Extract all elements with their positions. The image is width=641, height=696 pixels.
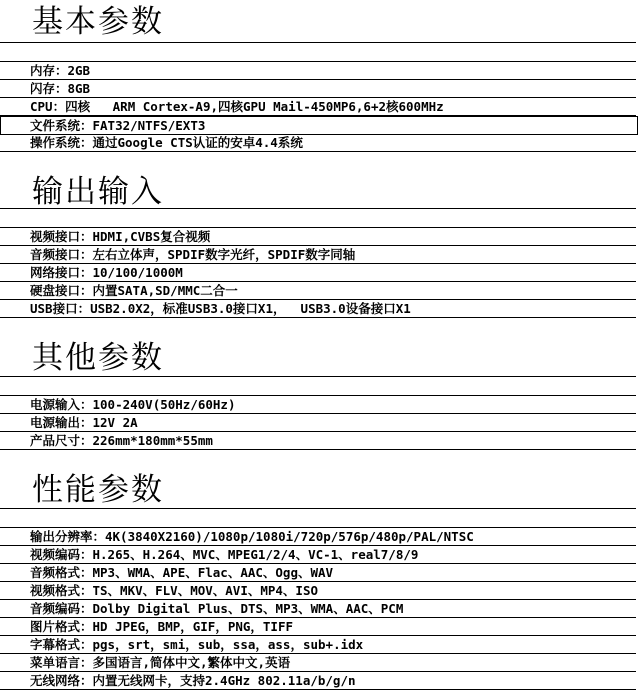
spec-row-wireless [0, 672, 636, 690]
section-basic-header [0, 0, 636, 43]
spec-row-size [0, 432, 636, 450]
spec-row-text: 菜单语言：多国语言,简体中文,繁体中文,英语 [30, 655, 291, 670]
section-other-gap [0, 377, 636, 396]
section-basic-gap [0, 43, 636, 62]
spec-row-menu-language [0, 654, 636, 672]
spec-row-text: 电源输入：100-240V(50Hz/60Hz) [30, 397, 236, 412]
section-title-other: 其他参数 [32, 340, 164, 376]
section-title-io: 输出输入 [32, 174, 164, 210]
spec-row-text: 视频格式：TS、MKV、FLV、MOV、AVI、MP4、ISO [30, 583, 319, 598]
spec-row-flash [0, 80, 636, 98]
spec-row-text: 音频格式：MP3、WMA、APE、Flac、AAC、Ogg、WAV [30, 565, 334, 580]
spec-row-output-resolution [0, 528, 636, 546]
spec-row-text: 音频接口：左右立体声，SPDIF数字光纤，SPDIF数字同轴 [30, 247, 356, 262]
spec-row-text: USB接口：USB2.0X2，标准USB3.0接口X1， USB3.0设备接口X1 [30, 301, 411, 316]
spec-row-text: 视频编码：H.265、H.264、MVC、MPEG1/2/4、VC-1、real7/8/9 [30, 547, 419, 562]
spec-row-audio-port [0, 246, 636, 264]
spec-row-filesystem [0, 116, 638, 135]
spec-row-text: 操作系统：通过Google CTS认证的安卓4.4系统 [30, 135, 303, 150]
spec-row-text: 产品尺寸：226mm*180mm*55mm [30, 433, 213, 448]
section-io-header [0, 152, 636, 209]
spec-row-text: 音频编码：Dolby Digital Plus、DTS、MP3、WMA、AAC、PCM [30, 601, 404, 616]
spec-row-text: 图片格式：HD JPEG，BMP，GIF，PNG，TIFF [30, 619, 294, 634]
spec-row-text: 内存：2GB [30, 63, 91, 78]
section-title-performance: 性能参数 [32, 472, 164, 508]
spec-row-usb-port [0, 300, 636, 318]
spec-row-disk-port [0, 282, 636, 300]
spec-row-network-port [0, 264, 636, 282]
spec-row-text: 网络接口：10/100/1000M [30, 265, 183, 280]
spec-row-text: 硬盘接口：内置SATA,SD/MMC二合一 [30, 283, 238, 298]
spec-row-cpu [0, 98, 636, 116]
spec-row-text: CPU：四核 ARM Cortex-A9,四核GPU Mail-450MP6,6+2核600MHz [30, 99, 444, 114]
section-other-header [0, 318, 636, 377]
spec-row-text: 字幕格式：pgs，srt，smi，sub，ssa，ass，sub+.idx [30, 637, 364, 652]
spec-row-audio-codec [0, 600, 636, 618]
section-performance-gap [0, 509, 636, 528]
section-title-basic: 基本参数 [32, 4, 164, 40]
spec-row-video-port [0, 228, 636, 246]
section-performance-header [0, 450, 636, 509]
spec-row-video-codec [0, 546, 636, 564]
section-io-gap [0, 209, 636, 228]
spec-row-power-in [0, 396, 636, 414]
spec-row-text: 闪存：8GB [30, 81, 91, 96]
spec-row-video-format [0, 582, 636, 600]
spec-row-memory [0, 62, 636, 80]
spec-row-text: 视频接口：HDMI,CVBS复合视频 [30, 229, 211, 244]
spec-row-os [0, 134, 636, 152]
spec-row-text: 文件系统：FAT32/NTFS/EXT3 [30, 118, 206, 133]
spec-row-subtitle-format [0, 636, 636, 654]
spec-row-text: 输出分辨率：4K(3840X2160)/1080p/1080i/720p/576p/480p/PAL/NTSC [30, 529, 474, 544]
spec-row-text: 电源输出：12V 2A [30, 415, 138, 430]
spec-row-power-out [0, 414, 636, 432]
spec-row-audio-format [0, 564, 636, 582]
spec-row-image-format [0, 618, 636, 636]
spec-row-text: 无线网络：内置无线网卡，支持2.4GHz 802.11a/b/g/n [30, 673, 356, 688]
